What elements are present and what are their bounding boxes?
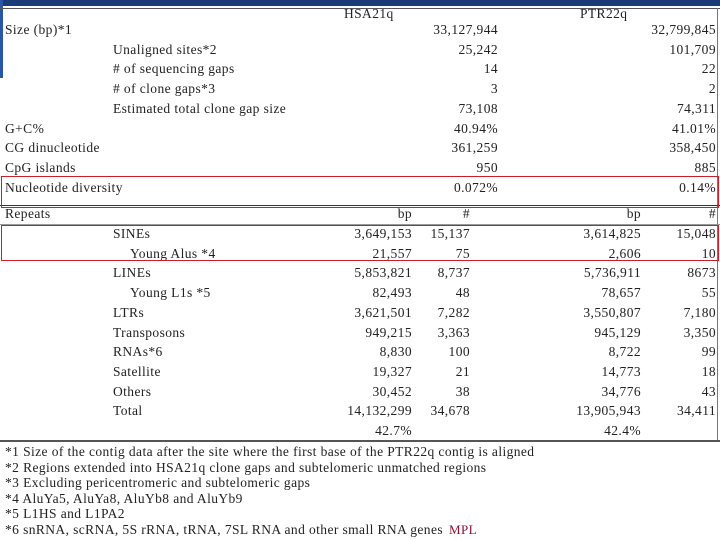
ptr-count: 34,411 (676, 403, 716, 419)
highlight-nucleotide-diversity (1, 176, 719, 208)
hsa-bp: 14,132,299 (347, 403, 412, 419)
repeat-row (0, 342, 720, 362)
row-label: CG dinucleotide (5, 140, 100, 156)
ptr-value: 101,709 (669, 41, 716, 57)
row-label: Nucleotide diversity (5, 179, 123, 195)
repeat-row (0, 323, 720, 343)
repeat-row (0, 421, 720, 441)
row-label: CpG islands (5, 159, 76, 175)
summary-row (0, 59, 720, 79)
repeat-label: Others (113, 383, 152, 399)
repeat-label: Young L1s *5 (130, 285, 211, 301)
hsa-value: 73,108 (458, 100, 498, 116)
repeat-label: Total (113, 403, 143, 419)
repeat-label: RNAs*6 (113, 344, 163, 360)
summary-row (0, 99, 720, 119)
footnote: *5 L1HS and L1PA2 (5, 506, 125, 521)
ptr-value: 41.01% (671, 120, 716, 136)
repeat-row (0, 401, 720, 421)
repeat-label: Satellite (113, 363, 161, 379)
ptr-value: 0.14% (679, 179, 716, 195)
summary-row (0, 119, 720, 139)
hsa-value: 950 (476, 159, 498, 175)
footnote: *6 snRNA, scRNA, 5S rRNA, tRNA, 7SL RNA and other small RNA genes (5, 521, 444, 537)
ptr-bp: 3,614,825 (583, 226, 641, 241)
hsa-bp: 30,452 (372, 383, 412, 399)
hsa-count: 7,282 (437, 304, 470, 320)
hsa-bp: 8,830 (379, 344, 412, 360)
ptr-value: 885 (694, 159, 716, 175)
repeat-label: SINEs (113, 226, 151, 241)
repeat-row (0, 283, 720, 303)
hsa-bp: 5,853,821 (354, 265, 412, 281)
repeat-row (0, 382, 720, 402)
ptr-bp: 8,722 (608, 344, 641, 360)
hsa-value: 25,242 (458, 41, 498, 57)
repeat-label: Transposons (113, 324, 186, 340)
ptr-value: 32,799,845 (651, 22, 716, 37)
ptr-value: 74,311 (676, 100, 716, 116)
summary-row (0, 138, 720, 158)
repeat-row (0, 303, 720, 323)
ptr-count: 15,048 (676, 226, 716, 241)
hsa-value: 33,127,944 (433, 22, 498, 37)
footnote: *4 AluYa5, AluYa8, AluYb8 and AluYb9 (5, 490, 243, 506)
hsa-value: 14 (483, 61, 498, 77)
footnote: *2 Regions extended into HSA21q clone gaps and subtelomeric unmatched regions (5, 459, 487, 475)
summary-row (0, 79, 720, 99)
hsa-bp: 42.7% (375, 423, 412, 438)
ptr-count: 99 (701, 344, 716, 360)
repeat-row (0, 263, 720, 283)
row-label: # of sequencing gaps (113, 61, 235, 77)
ptr-count: 10 (701, 245, 716, 261)
ptr-value: 2 (708, 81, 716, 97)
row-label: # of clone gaps*3 (113, 81, 216, 97)
ptr-count: 18 (701, 363, 716, 379)
ptr-count-header: # (708, 206, 716, 221)
hsa-bp: 3,649,153 (354, 226, 412, 241)
hsa-count: 75 (455, 245, 470, 261)
footnote: *3 Excluding pericentromeric and subtelomeric gaps (5, 475, 311, 490)
hsa-bp: 19,327 (372, 363, 412, 379)
ptr-value: 358,450 (669, 140, 716, 156)
footnote-rule (0, 440, 720, 442)
ptr-count: 43 (701, 383, 716, 399)
row-label: G+C% (5, 120, 45, 136)
hsa-value: 3 (490, 81, 498, 97)
hsa-bp: 82,493 (372, 285, 412, 301)
row-label: Estimated total clone gap size (113, 100, 287, 116)
ptr-count: 7,180 (683, 304, 716, 320)
hsa-count: 8,737 (437, 265, 470, 281)
row-label: Unaligned sites*2 (113, 41, 217, 57)
ptr-bp: 2,606 (608, 245, 641, 261)
hsa-count: 3,363 (437, 324, 470, 340)
repeat-row (0, 362, 720, 382)
repeat-label: LTRs (113, 304, 145, 320)
hsa-value: 0.072% (453, 179, 498, 195)
ptr-bp: 14,773 (601, 363, 641, 379)
ptr-bp: 78,657 (601, 285, 641, 301)
summary-row (0, 158, 720, 178)
hsa-count: 100 (448, 344, 470, 360)
hsa-value: 40.94% (453, 120, 498, 136)
repeats-label: Repeats (5, 206, 51, 221)
footnote: *1 Size of the contig data after the site where the first base of the PTR22q contig is aligned (5, 444, 535, 459)
hsa-count-header: # (462, 206, 470, 221)
ptr-bp: 5,736,911 (583, 265, 641, 281)
ptr-count: 55 (701, 285, 716, 301)
hsa-count: 48 (455, 285, 470, 301)
footnotes (5, 444, 534, 537)
hsa-count: 15,137 (430, 226, 470, 241)
hsa-count: 34,678 (430, 403, 470, 419)
row-label: Size (bp)*1 (5, 22, 73, 37)
ptr-bp: 945,129 (594, 324, 641, 340)
hsa-count: 21 (455, 363, 470, 379)
hsa-value: 361,259 (451, 140, 498, 156)
highlight-sines (1, 225, 719, 261)
col-hsa21q: HSA21q (344, 6, 394, 21)
ptr-value: 22 (701, 61, 716, 77)
ptr-bp: 13,905,943 (576, 403, 641, 419)
summary-row (0, 40, 720, 60)
hsa-bp-header: bp (397, 206, 412, 221)
ptr-bp: 3,550,807 (583, 304, 641, 320)
repeat-label: LINEs (113, 265, 151, 281)
hsa-bp: 949,215 (365, 324, 412, 340)
hsa-bp: 3,621,501 (354, 304, 412, 320)
hsa-bp: 21,557 (372, 245, 412, 261)
col-ptr22q: PTR22q (580, 6, 628, 21)
mpl-logo: MPL (449, 521, 477, 537)
ptr-bp: 42.4% (604, 423, 641, 438)
ptr-bp: 34,776 (601, 383, 641, 399)
hsa-count: 38 (455, 383, 470, 399)
ptr-bp-header: bp (626, 206, 641, 221)
repeat-label: Young Alus *4 (130, 245, 216, 261)
summary-row (0, 20, 720, 40)
ptr-count: 8673 (687, 265, 716, 281)
ptr-count: 3,350 (683, 324, 716, 340)
